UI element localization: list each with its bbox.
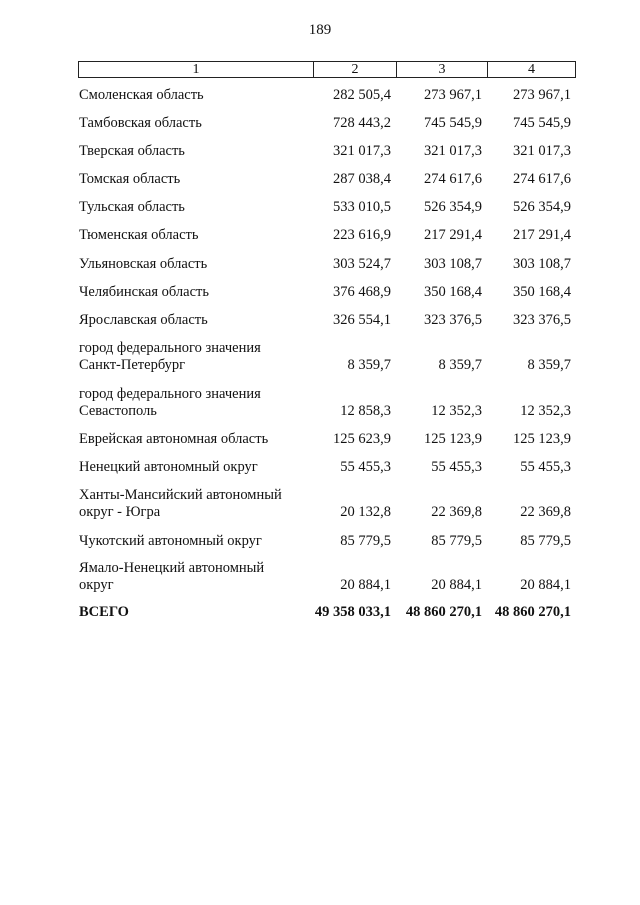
- table-row: [79, 431, 575, 448]
- value-c2: 55 455,3: [340, 459, 391, 475]
- region-name: [79, 284, 309, 301]
- region-name-line: город федерального значения: [79, 386, 261, 402]
- value-c4: 22 369,8: [520, 504, 571, 520]
- region-name-line: Чукотский автономный округ: [79, 533, 262, 549]
- value-c4: 20 884,1: [520, 577, 571, 593]
- value-c2: 303 524,7: [333, 256, 391, 272]
- value-c2: 223 616,9: [333, 227, 391, 243]
- region-name-line: Ханты-Мансийский автономный: [79, 487, 282, 503]
- region-name: [79, 533, 309, 550]
- value-c4: 55 455,3: [520, 459, 571, 475]
- value-c2: 85 779,5: [340, 533, 391, 549]
- region-name-line: Ульяновская область: [79, 256, 208, 272]
- page-number: 189: [308, 22, 332, 38]
- value-c4: 85 779,5: [520, 533, 571, 549]
- value-c4: 217 291,4: [513, 227, 571, 243]
- value-c3: 217 291,4: [424, 227, 482, 243]
- value-c4: 350 168,4: [513, 284, 571, 300]
- region-name-line: Тульская область: [79, 199, 185, 215]
- header-col-1: 1: [192, 62, 200, 77]
- value-c2: 8 359,7: [347, 357, 391, 373]
- value-c2: 287 038,4: [333, 171, 391, 187]
- value-c2: 125 623,9: [333, 431, 391, 447]
- region-name-line: Челябинская область: [79, 284, 209, 300]
- value-c4: 526 354,9: [513, 199, 571, 215]
- value-c3: 526 354,9: [424, 199, 482, 215]
- region-name-line: Тюменская область: [79, 227, 199, 243]
- value-c2: 20 132,8: [340, 504, 391, 520]
- value-c3: 745 545,9: [424, 115, 482, 131]
- header-col-4: 4: [487, 62, 575, 77]
- table-row: [79, 115, 575, 132]
- region-name-line: округ: [79, 577, 114, 593]
- table-row: [79, 227, 575, 244]
- total-label: ВСЕГО: [79, 604, 129, 620]
- table-row: [79, 459, 575, 476]
- header-col-3: 3: [396, 62, 487, 77]
- value-c4: 273 967,1: [513, 87, 571, 103]
- total-row: [79, 604, 575, 621]
- value-c2: 12 858,3: [340, 403, 391, 419]
- value-c2: 20 884,1: [340, 577, 391, 593]
- table-row: [79, 87, 575, 104]
- table-row: [79, 199, 575, 216]
- value-c4: 274 617,6: [513, 171, 571, 187]
- region-name: [79, 312, 309, 329]
- value-c2: 326 554,1: [333, 312, 391, 328]
- table-row: [79, 340, 575, 374]
- table-row: [79, 284, 575, 301]
- region-name: [79, 227, 309, 244]
- value-c4: 8 359,7: [527, 357, 571, 373]
- table-row: [79, 533, 575, 550]
- table-header: [78, 61, 576, 78]
- value-c4: 323 376,5: [513, 312, 571, 328]
- table-row: [79, 256, 575, 273]
- value-c3: 303 108,7: [424, 256, 482, 272]
- region-name: [79, 115, 309, 132]
- value-c2: 282 505,4: [333, 87, 391, 103]
- region-name: [79, 340, 309, 374]
- total-value-c4: 48 860 270,1: [494, 604, 571, 620]
- region-name-line: округ - Югра: [79, 504, 161, 520]
- region-name: [79, 143, 309, 160]
- region-name: [79, 431, 309, 448]
- region-name: [79, 386, 309, 420]
- region-name-line: Тверская область: [79, 143, 185, 159]
- region-name: [79, 459, 309, 476]
- value-c3: 12 352,3: [431, 403, 482, 419]
- region-name-line: город федерального значения: [79, 340, 261, 356]
- region-name-line: Еврейская автономная область: [79, 431, 269, 447]
- table-row: [79, 312, 575, 329]
- table-row: [79, 171, 575, 188]
- region-name: [79, 256, 309, 273]
- value-c3: 274 617,6: [424, 171, 482, 187]
- value-c3: 20 884,1: [431, 577, 482, 593]
- value-c3: 22 369,8: [431, 504, 482, 520]
- value-c3: 350 168,4: [424, 284, 482, 300]
- total-value-c2: 49 358 033,1: [314, 604, 391, 620]
- region-name-line: Ярославская область: [79, 312, 208, 328]
- region-name: [79, 171, 309, 188]
- value-c3: 323 376,5: [424, 312, 482, 328]
- value-c3: 125 123,9: [424, 431, 482, 447]
- value-c3: 85 779,5: [431, 533, 482, 549]
- table-row: [79, 487, 575, 521]
- value-c4: 745 545,9: [513, 115, 571, 131]
- value-c4: 125 123,9: [513, 431, 571, 447]
- value-c3: 321 017,3: [424, 143, 482, 159]
- table-row: [79, 143, 575, 160]
- region-name-line: Смоленская область: [79, 87, 204, 103]
- region-name-line: Тамбовская область: [79, 115, 202, 131]
- total-value-c3: 48 860 270,1: [405, 604, 482, 620]
- value-c3: 55 455,3: [431, 459, 482, 475]
- value-c4: 303 108,7: [513, 256, 571, 272]
- value-c2: 728 443,2: [333, 115, 391, 131]
- value-c2: 376 468,9: [333, 284, 391, 300]
- region-name: [79, 199, 309, 216]
- value-c4: 12 352,3: [520, 403, 571, 419]
- table-row: [79, 386, 575, 420]
- header-col-2: 2: [313, 62, 396, 77]
- region-name-line: Ямало-Ненецкий автономный: [79, 560, 265, 576]
- region-name: [79, 560, 309, 594]
- region-name-line: Санкт-Петербург: [79, 357, 186, 373]
- region-name-line: Томская область: [79, 171, 181, 187]
- region-name-line: Севастополь: [79, 403, 157, 419]
- region-name: [79, 487, 309, 521]
- value-c2: 533 010,5: [333, 199, 391, 215]
- value-c4: 321 017,3: [513, 143, 571, 159]
- region-name: [79, 87, 309, 104]
- value-c3: 273 967,1: [424, 87, 482, 103]
- region-name-line: Ненецкий автономный округ: [79, 459, 258, 475]
- table-row: [79, 560, 575, 594]
- value-c3: 8 359,7: [438, 357, 482, 373]
- value-c2: 321 017,3: [333, 143, 391, 159]
